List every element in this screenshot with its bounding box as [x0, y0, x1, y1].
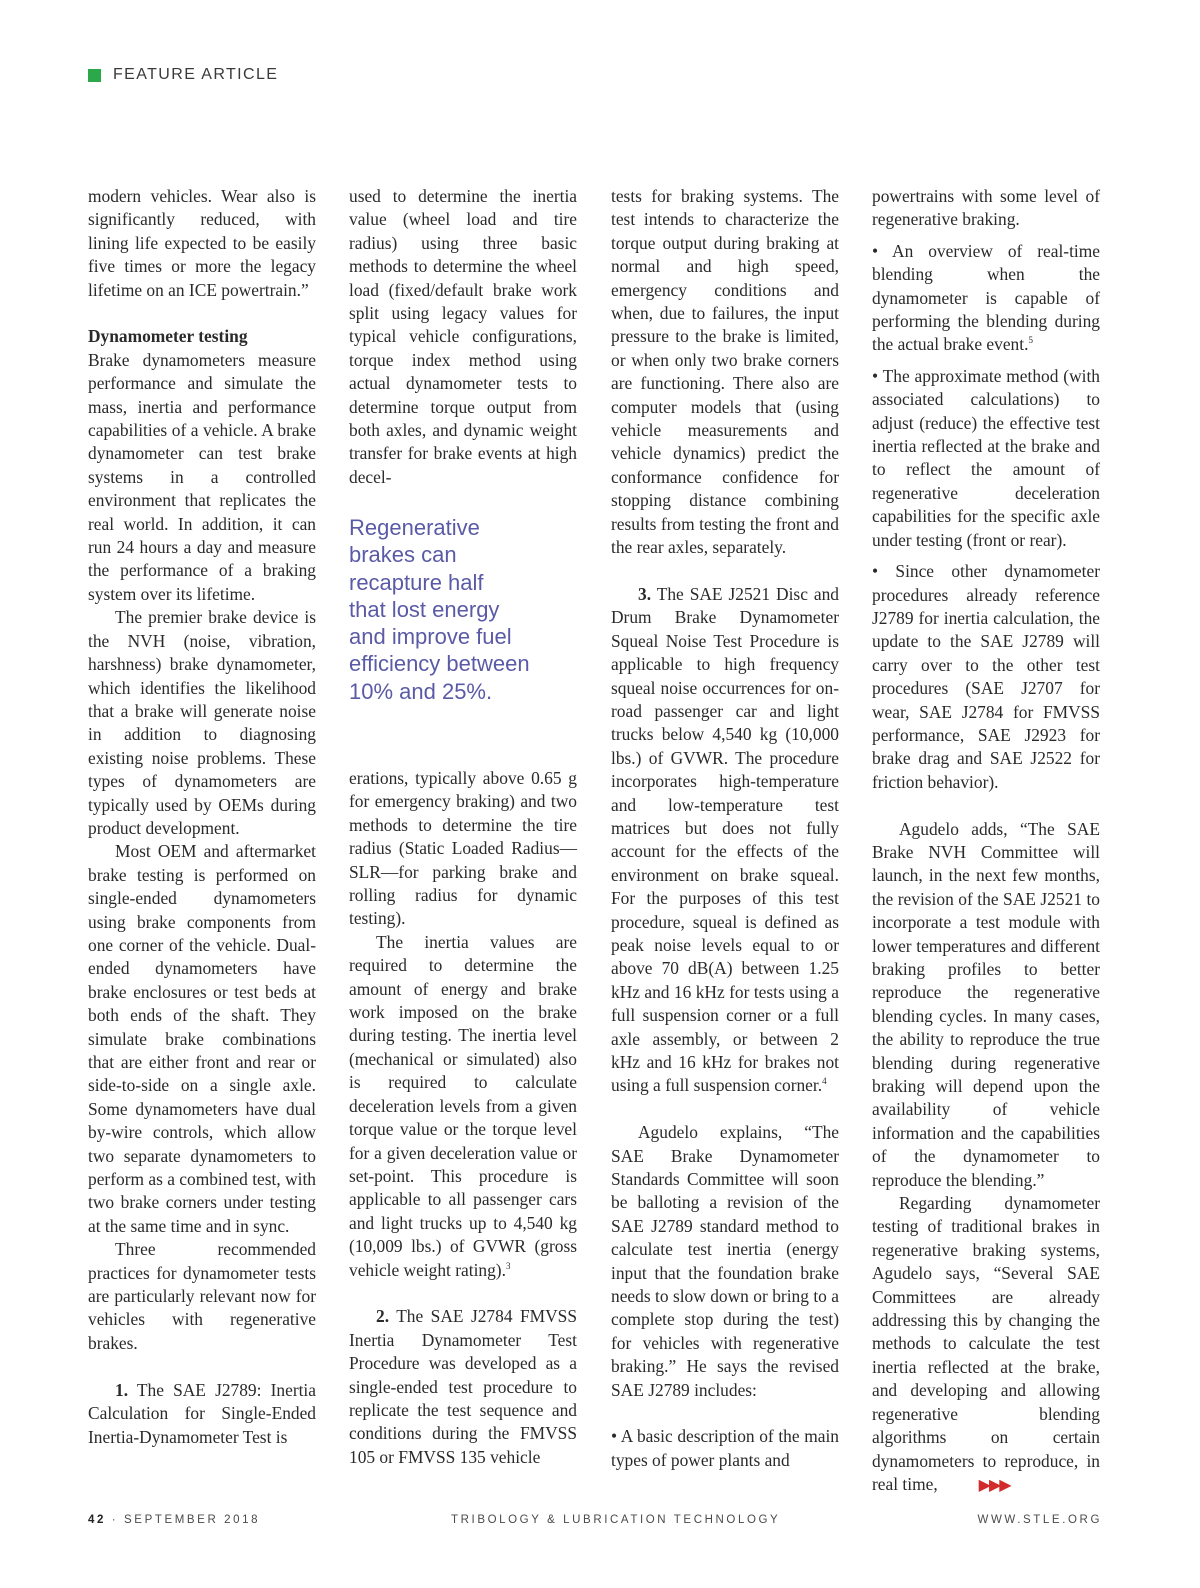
section-label: FEATURE ARTICLE: [113, 66, 279, 83]
item-number: 2.: [376, 1306, 390, 1327]
item-number: 1.: [115, 1379, 129, 1400]
item-text: The SAE J2521 Disc and Drum Brake Dynamometer Squeal Noise Test Procedure is applicable to high frequency squeal noise occurrences for on-road passenger car and light trucks below 4,540 kg (10,000 lbs.) of GVWR. The procedure incorporates high-temperature and low-temperature test matrices but does not fully account for the effects of the environment on brake squeal. For the purposes of this test procedure, squeal is defined as peak noise levels equal to or above 70 dB(A) between 1.25 kHz and 16 kHz for tests using a full suspension corner or a full axle assembly, or between 2 kHz and 16 kHz for brakes not using a full suspension corner.: [611, 583, 839, 1096]
paragraph: The inertia values are required to determine the amount of energy and brake work imposed on the brake during testing. The inertia level (mechanical or simulated) also is required to calculate deceleration levels from a given torque value or the torque level for a given deceleration value or set-point. This procedure is applicable to all passenger cars and light trucks up to 4,540 kg (10,009 lbs.) of GVWR (gross vehicle weight rating).$^3$: [349, 931, 577, 1280]
item-text: The SAE J2789: Inertia Calculation for Single-Ended Inertia-Dynamometer Test is: [88, 1379, 316, 1447]
bullet-item: • A basic description of the main types of power plants and: [611, 1426, 839, 1470]
paragraph: modern vehicles. Wear also is significantly reduced, with lining life expected to be easily five times or more the legacy lifetime on an ICE powertrain.”: [88, 186, 316, 300]
paragraph: Most OEM and aftermarket brake testing is performed on single-ended dynamometers using brake components from one corner of the vehicle. Dual-ended dynamometers have brake enclosures or test beds at both ends of the shaft. They simulate brake combinations that are either front and rear or side-to-side on a single axle. Some dynamometers have dual by-wire controls, which allow two separate dynamometers to perform as a combined test, with two brake corners under testing at the same time and in sync.: [88, 841, 316, 1236]
issue-date: SEPTEMBER 2018: [124, 1514, 261, 1526]
article-column-2-bottom: [349, 767, 577, 1469]
footer-page-info: [88, 1514, 260, 1526]
paragraph: Regarding dynamometer testing of traditional brakes in regenerative braking systems, Agudelo says, “Several SAE Committees are already addressing this by changing the methods to calculate the test inertia reflected at the brake, and developing and allowing regenerative blending algorithms on certain dynamometers to reproduce, in real time, ▶▶▶: [872, 1192, 1100, 1497]
pull-quote-line: 10% and 25%.: [349, 678, 493, 704]
pull-quote-line: Regenerative: [349, 515, 480, 540]
section-header: [88, 66, 278, 84]
bullet-item: • An overview of real-time blending when the dynamometer is capable of performing the blending during the actual brake event.$^5$: [872, 240, 1100, 355]
numbered-item-3: [611, 583, 839, 1098]
paragraph: Brake dynamometers measure performance and simulate the mass, inertia and performance capabilities of a vehicle. A brake dynamometer can test brake systems in a controlled environment that replicates the real world. In addition, it can run 24 hours a day and measure the performance of a braking system over its lifetime.: [88, 349, 316, 604]
item-number: 3.: [638, 583, 652, 604]
bullet-item: • Since other dynamometer procedures already reference J2789 for inertia calculation, the update to the SAE J2789 will carry over to the other test procedures (SAE J2707 for wear, SAE J2784 for FMVSS performance, SAE J2923 for brake drag and SAE J2522 for friction behavior).: [872, 561, 1100, 792]
pull-quote-line: and improve fuel: [349, 624, 512, 650]
article-column-3: [611, 185, 839, 1472]
paragraph: Agudelo adds, “The SAE Brake NVH Committee will launch, in the next few months, the revision of the SAE J2521 to incorporate a test module with lower temperatures and different braking profiles to better reproduce the regenerative blending cycles. In many cases, the ability to reproduce the true blending during regenerative braking will depend upon the availability of vehicle information and the capabilities of the dynamometer to reproduce the blending.”: [872, 818, 1100, 1190]
footnote-ref: 5: [1028, 335, 1033, 346]
subheading: Dynamometer testing: [88, 326, 248, 347]
pull-quote-line: efficiency between: [349, 651, 530, 677]
footer-separator: ·: [111, 1514, 119, 1526]
footnote-ref: 3: [505, 1260, 511, 1271]
publication-name: TRIBOLOGY & LUBRICATION TECHNOLOGY: [451, 1514, 781, 1526]
paragraph: Three recommended practices for dynamometer tests are particularly relevant now for vehicles with regenerative brakes.: [88, 1239, 316, 1353]
paragraph: powertrains with some level of regenerative braking.: [872, 186, 1100, 230]
page-number: 42: [88, 1514, 106, 1526]
pull-quote-line: brakes can: [349, 542, 457, 568]
item-text: The SAE J2784 FMVSS Inertia Dynamometer Test Procedure was developed as a single-ended test procedure to replicate the test sequence and conditions during the FMVSS 105 or FMVSS 135 vehicle: [349, 1306, 577, 1467]
article-column-2-top: [349, 185, 577, 489]
footnote-ref: 4: [822, 1076, 827, 1087]
continue-arrow-icon: ▶▶▶: [978, 1476, 1010, 1494]
pull-quote: [349, 514, 577, 705]
paragraph: erations, typically above 0.65 g for emergency braking) and two methods to determine the tire radius (Static Loaded Radius—SLR—for parking brake and rolling radius for dynamic testing).: [349, 768, 577, 929]
article-column-1: [88, 185, 316, 1449]
paragraph: The premier brake device is the NVH (noise, vibration, harshness) brake dynamometer, which identifies the likelihood that a brake will generate noise in addition to diagnosing existing noise problems. These types of dynamometers are typically used by OEMs during product development.: [88, 607, 316, 838]
numbered-item-1: [88, 1379, 316, 1449]
pull-quote-line: that lost energy: [349, 596, 500, 622]
bullet-item: • The approximate method (with associated calculations) to adjust (reduce) the effective test inertia reflected at the brake and to reflect the amount of regenerative deceleration capabilities for the specific axle under testing (front or rear).: [872, 365, 1100, 550]
paragraph: tests for braking systems. The test intends to characterize the torque output during braking at normal and high speed, emergency conditions and when, due to failures, the input pressure to the brake is limited, or when only two brake corners are functioning. There also are computer models that (using vehicle measurements and vehicle dynamics) predict the conformance confidence for stopping distance combining results from testing the front and the rear axles, separately.: [611, 186, 839, 558]
section-marker-icon: [88, 69, 101, 82]
paragraph: used to determine the inertia value (wheel load and tire radius) using three basic methods to determine the wheel load (fixed/default brake work split using legacy values for typical vehicle configurations, torque index method using actual dynamometer tests to determine torque output from both axles, and dynamic weight transfer for brake events at high decel-: [349, 186, 577, 487]
numbered-item-2: [349, 1305, 577, 1469]
pull-quote-line: recapture half: [349, 569, 484, 595]
paragraph: Agudelo explains, “The SAE Brake Dynamometer Standards Committee will soon be balloting a revision of the SAE J2789 standard method to calculate test inertia (energy input that the foundation brake needs to slow down or bring to a complete stop during the test) for vehicles with regenerative braking.” He says the revised SAE J2789 includes:: [611, 1122, 839, 1400]
website-link[interactable]: WWW.STLE.ORG: [977, 1514, 1102, 1526]
article-column-4: [872, 185, 1100, 1497]
